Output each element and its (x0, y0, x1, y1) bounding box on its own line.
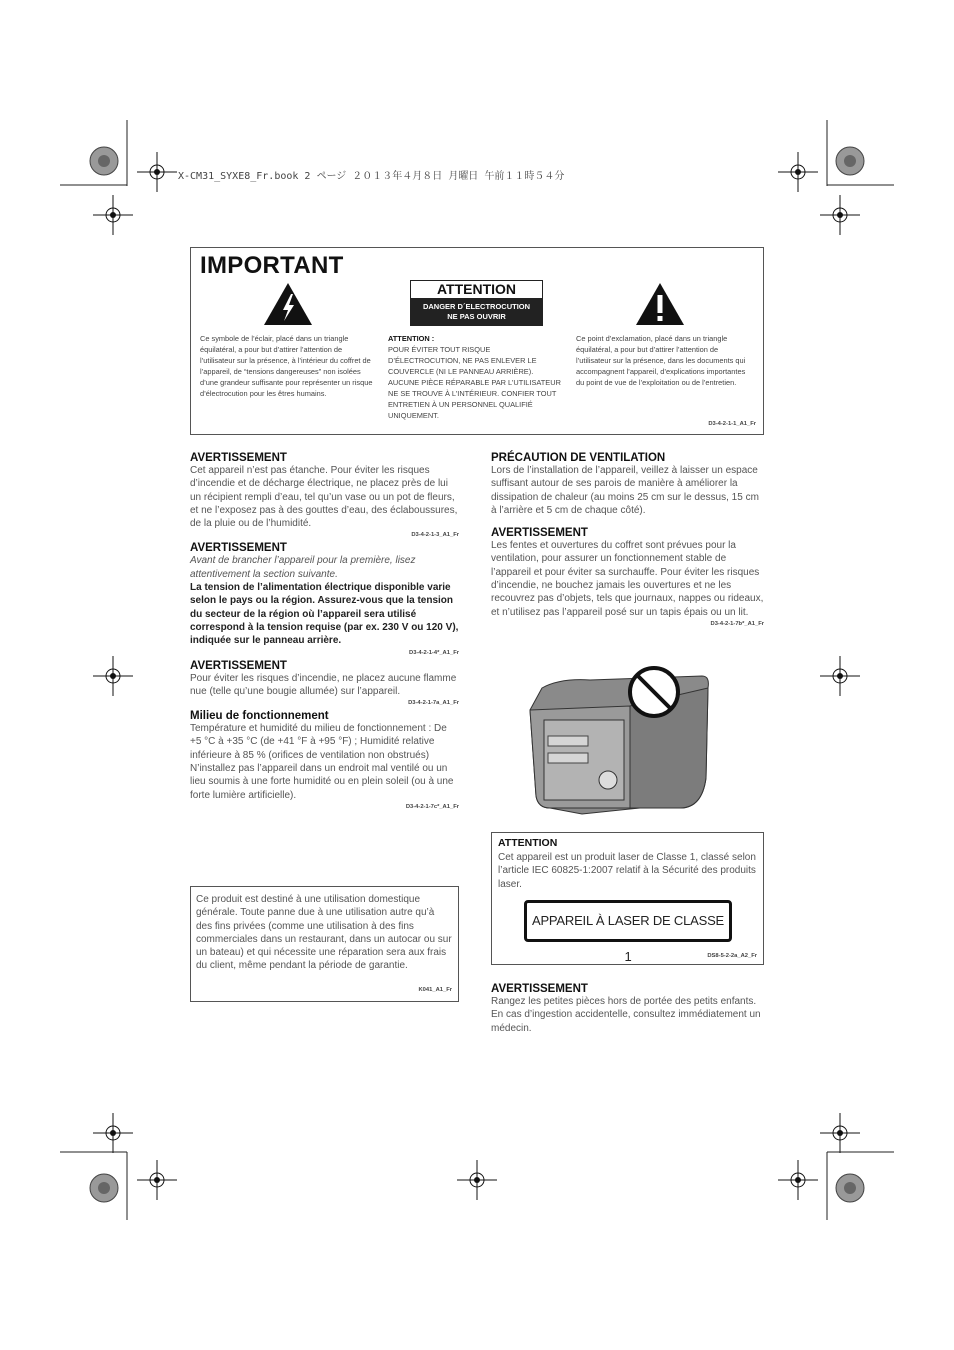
section-title-avertissement-3: AVERTISSEMENT (190, 659, 287, 672)
exclamation-explanation: Ce point d’exclamation, placé dans un triangle équilatéral, a pour but d’attirer l’attention de l’utilisateur sur la présence, dans les documents qui accompagnent l’appareil, d’explications importantes du point de vue de l’exploitation ou de l’entretien. (576, 334, 746, 387)
attention-explanation (388, 333, 564, 421)
section-text-avertissement-3: Pour éviter les risques d’incendie, ne placez aucune flamme nue (telle qu’une bougie allumée) sur l’appareil. (190, 672, 457, 697)
section-title-avertissement-1: AVERTISSEMENT (190, 452, 287, 464)
exclamation-triangle-icon (635, 282, 685, 331)
domestic-use-text: Ce produit est destiné à une utilisation domestique générale. Toute panne due à une utilisation autre qu’à des fins privées (comme une utilisation à des fins commerciales dans un restaurant, dans un autocar ou sur un bateau) et qui nécessite une réparation sera aux frais du client, même pendant la période de garantie. (196, 894, 452, 972)
lightning-explanation: Ce symbole de l’éclair, placé dans un triangle équilatéral, a pour but d’attirer l’attention de l’utilisateur sur la présence, à l’intérieur du coffret de l’appareil, de “tensions dangereuses” non isolées d’une grandeur suffisante pour représenter un risque d’électrocution pour les êtres humains. (200, 334, 373, 398)
danger-line-1: DANGER D´ELECTROCUTION (422, 302, 531, 311)
attention-label: ATTENTION (410, 280, 543, 299)
section-ref-1: D3-4-2-1-3_A1_Fr (411, 532, 459, 539)
small-parts-section (491, 983, 764, 1035)
section-ref-4: D3-4-2-1-7c*_A1_Fr (405, 803, 459, 810)
section-text-ventilation: Lors de l’installation de l’appareil, veillez à laisser un espace suffisant autour de ses parois de manière à améliorer la dissipation de chaleur (au moins 25 cm sur le dessus, 15 cm à l’arrière et 5 cm de chaque côté). (491, 465, 759, 516)
section-text-milieu-2: N’installez pas l’appareil dans un endroit mal ventilé ou un lieu soumis à une forte humidité ou en plein soleil (ou à une forte lumière artificielle). (190, 763, 454, 801)
attention-label-block (410, 280, 543, 326)
section-title-avertissement-2: AVERTISSEMENT (190, 542, 287, 555)
section-ref-r1: D3-4-2-1-7b*_A1_Fr (710, 620, 764, 627)
left-column (190, 452, 459, 810)
important-ref: D3-4-2-1-1_A1_Fr (708, 421, 756, 427)
danger-line-2: NE PAS OUVRIR (447, 312, 506, 321)
section-title-avertissement-r2: AVERTISSEMENT (491, 983, 588, 995)
section-title-milieu: Milieu de fonctionnement (190, 710, 329, 723)
attention-explanation-title: ATTENTION : (388, 334, 435, 343)
section-bold-avertissement-2: La tension de l’alimentation électrique disponible varie selon le pays ou la région. Assurez-vous que la tension du secteur de la région où l’appareil sera utilisé correspond à la tension requise (par ex. 230 V ou 120 V), indiquée sur le panneau arrière. (190, 582, 459, 647)
right-column (491, 452, 764, 627)
file-header-line: X-CM31_SYXE8_Fr.book 2 ページ ２０１３年４月８日 月曜日 午前１１時５４分 (178, 171, 565, 182)
laser-ref: DS8-5-2-2a_A2_Fr (707, 953, 757, 959)
lightning-triangle-icon (263, 282, 313, 331)
domestic-use-ref: K041_A1_Fr (418, 987, 452, 993)
section-text-avertissement-1: Cet appareil n’est pas étanche. Pour éviter les risques d’incendie et de décharge électrique, ne placez près de lui un récipient rempli d’eau, tel qu’un vase ou un pot de fleurs, et ne l’exposez pas à des gouttes d’eau, des éclaboussures, de la pluie ou de l’humidité. (190, 465, 458, 530)
section-text-avertissement-r2: Rangez les petites pièces hors de portée des petits enfants. En cas d’ingestion accidentelle, consultez immédiatement un médecin. (491, 996, 761, 1034)
important-title: IMPORTANT (200, 252, 344, 279)
laser-attention-title: ATTENTION (498, 837, 558, 849)
danger-label (410, 299, 543, 326)
covered-device-illustration (520, 658, 720, 833)
domestic-use-box (190, 886, 459, 1002)
section-italic-avertissement-2: Avant de brancher l’appareil pour la première, lisez attentivement la section suivante. (190, 555, 416, 580)
laser-attention-text: Cet appareil est un produit laser de Classe 1, classé selon l’article IEC 60825-1:2007 relatif à la Sécurité des produits laser. (498, 852, 756, 890)
section-text-avertissement-r1: Les fentes et ouvertures du coffret sont prévues pour la ventilation, pour assurer un fonctionnement stable de l’appareil et pour éviter sa surchauffe. Pour éviter les risques d’incendie, ne bouchez jamais les ouvertures et ne les recouvrez pas d’objets, tels que journaux, nappes ou rideaux, et n’utilisez pas l’appareil posé sur un tapis épais ou un lit. (491, 540, 764, 618)
section-ref-3: D3-4-2-1-7a_A1_Fr (408, 700, 459, 707)
section-title-avertissement-r1: AVERTISSEMENT (491, 527, 588, 540)
laser-class-label-text: APPAREIL À LASER DE CLASSE 1 (531, 913, 725, 964)
attention-explanation-text: POUR ÉVITER TOUT RISQUE D’ÉLECTROCUTION, NE PAS ENLEVER LE COUVERCLE (NI LE PANNEAU ARRIÈRE). AUCUNE PIÈCE RÉPARABLE PAR L’UTILISATEUR NE SE TROUVE À L’INTÉRIEUR. CONFIER TOUT ENTRETIEN À UN PERSONNEL QUALIFIÉ UNIQUEMENT. (388, 345, 561, 420)
section-ref-2: D3-4-2-1-4*_A1_Fr (409, 649, 459, 656)
section-title-ventilation: PRÉCAUTION DE VENTILATION (491, 452, 666, 464)
section-text-milieu-1: Température et humidité du milieu de fonctionnement : De +5 °C à +35 °C (de +41 °F à +95 °F) ; Humidité relative inférieure à 85 % (orifices de ventilation non obstrués) (190, 723, 447, 761)
